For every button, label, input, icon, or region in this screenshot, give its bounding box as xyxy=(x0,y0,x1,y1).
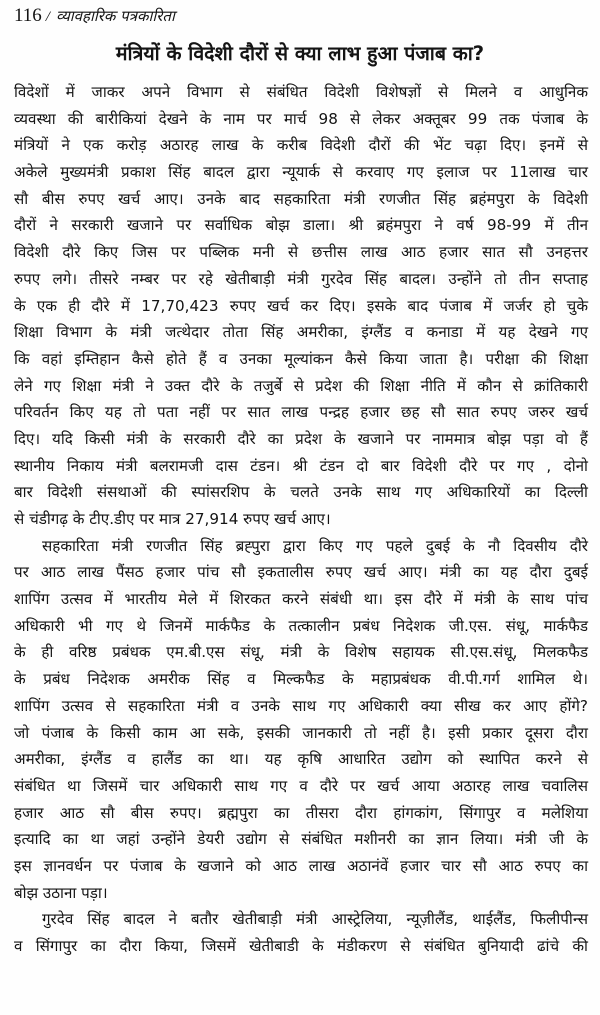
text-line: बार विदेशी संसथाओं की स्पांसरशिप के चलते उनके साथ गए अधिकारियों का दिल्ली xyxy=(14,483,588,502)
text-line: मंत्रियों ने एक करोड़ अठारह लाख के करीब विदेशी दौरों की भेंट चढ़ा दिए। इनमें से xyxy=(14,136,588,155)
text-line: रुपए लगे। तीसरे नम्बर पर रहे खेतीबाड़ी मंत्री गुरदेव सिंह बादल। उन्होंने तो तीन सप्ताह xyxy=(14,269,588,288)
text-line: विदेशों में जाकर अपने विभाग से संबंधित विदेशी विशेषज्ञों से मिलने व आधुनिक xyxy=(14,83,588,101)
text-line: व सिंगापुर का दौरा किया, जिसमें खेतीबाडी के मंडीकरण से संबंधित बुनियादी ढांचे की xyxy=(14,937,588,955)
text-line: शिक्षा विभाग के मंत्री जत्थेदार तोता सिंह अमरीका, इंग्लैंड व कनाडा में यह देखने गए xyxy=(14,323,588,342)
header-separator: / xyxy=(45,9,50,25)
text-line: सहकारिता मंत्री रणजीत सिंह ब्रह्पुरा द्वारा किए गए पहले दुबई के नौ दिवसीय दौरे xyxy=(42,536,588,555)
text-line: संबंधित था जिसमें चार अधिकारी साथ गए व दौरे पर खर्च आया अठारह लाख चवालिस xyxy=(14,776,588,795)
text-line: कि वहां इम्तिहान कैसे होते हैं व उनका मूल्यांकन कैसे किया जाता है। परीक्षा की शिक्षा xyxy=(14,349,588,368)
text-line: के ही वरिष्ठ प्रबंधक एम.बी.एस संधू, मंत्री के विशेष सहायक सी.एस.संधू, मिलकफैड xyxy=(14,643,588,662)
text-line: शापिंग उत्सव से सहकारिता मंत्री व उनके साथ गए अधिकारी क्या सीख कर आए होंगे? xyxy=(14,696,588,715)
book-title: व्यावहारिक पत्रकारिता xyxy=(55,7,175,25)
text-line: के एक ही दौरे में 17,70,423 रुपए खर्च कर दिए। इसके बाद पंजाब में जर्जर हो चुके xyxy=(14,296,588,315)
text-line: दौरों ने सरकारी खजाने पर सर्वाधिक बोझ डाला। श्री ब्रहंमपुरा ने वर्ष 98-99 में तीन xyxy=(14,216,588,235)
paragraph xyxy=(14,906,588,959)
text-line: से चंडीगढ़ के टीए.डीए पर मात्र 27,914 रुपए खर्च आए। xyxy=(14,510,331,528)
article-body xyxy=(14,79,588,960)
running-head xyxy=(14,4,175,28)
text-line: हजार आठ सौ बीस रुपए। ब्रह्मपुरा का तीसरा दौरा हांगकांग, सिंगापुर व मलेशिया xyxy=(14,803,588,822)
text-line: स्थानीय निकाय मंत्री बलरामजी दास टंडन। श्री टंडन दो बार विदेशी दौरे पर गए , दोनो xyxy=(14,456,588,475)
paragraph xyxy=(14,533,588,907)
text-line: अकेले मुख्यमंत्री प्रकाश सिंह बादल द्वारा न्यूयार्क से करवाए गए इलाज पर 11लाख चार xyxy=(14,163,588,182)
article-title: मंत्रियों के विदेशी दौरों से क्या लाभ हुआ पंजाब का? xyxy=(115,42,485,65)
text-line: सौ बीस रुपए खर्च आए। उनके बाद सहकारिता मंत्री रणजीत सिंह ब्रहंमपुरा के विदेशी xyxy=(14,189,588,208)
text-line: लेने गए शिक्षा मंत्री ने उक्त दौरे के तजुर्बे से प्रदेश की शिक्षा नीति में कौन से क्रांतिकारी xyxy=(14,376,588,395)
page-number: 116 xyxy=(14,5,42,26)
text-line: व्यवस्था की बारीकियां देखने के नाम पर मार्च 98 से लेकर अक्तूबर 99 तक पंजाब के xyxy=(14,109,588,128)
text-line: गुरदेव सिंह बादल ने बतौर खेतीबाड़ी मंत्री आस्ट्रेलिया, न्यूज़ीलैंड, थाईलैंड, फिलीपीन्स xyxy=(42,910,588,929)
text-line: जो पंजाब के किसी काम आ सके, इसकी जानकारी तो नहीं है। इसी प्रकार दूसरा दौरा xyxy=(14,723,588,742)
text-line: पर आठ लाख पैंसठ हजार पांच सौ इकतालीस रुपए खर्च आए। मंत्री का यह दौरा दुबई xyxy=(14,563,588,582)
text-line: अमरीका, इंग्लैंड व हालैंड का था। यह कृषि आधारित उद्योग को स्थापित करने से xyxy=(14,750,588,769)
text-line: इत्यादि का था जहां उन्होंने डेयरी उद्योग से संबंधित मशीनरी का ज्ञान लिया। मंत्री जी के xyxy=(14,830,588,849)
text-line: बोझ उठाना पड़ा। xyxy=(14,883,108,902)
paragraph xyxy=(14,79,588,533)
text-line: शापिंग उत्सव में भारतीय मेले में शिरकत करने संबंधी था। इस दौरे में मंत्री के साथ पांच xyxy=(14,590,588,609)
text-line: इस ज्ञानवर्धन पर पंजाब के खजाने को आठ लाख अठानंवें हजार चार सौ आठ रुपए का xyxy=(14,856,588,875)
text-line: के प्रबंध निदेशक अमरीक सिंह व मिल्कफैड के महाप्रबंधक वी.पी.गर्ग शामिल थे। xyxy=(14,670,588,689)
text-line: परिवर्तन किए यह तो पता नहीं पर सात लाख पन्द्रह हजार छह सौ सात रुपए जरुर खर्च xyxy=(14,403,588,422)
text-line: विदेशी दौरे किए जिस पर पब्लिक मनी से छत्तीस लाख आठ हजार सात सौ उनहत्तर xyxy=(14,243,588,262)
text-line: अधिकारी भी गए थे जिनमें मार्कफैड के तत्कालीन प्रबंध निदेशक जी.एस. संधू, मार्कफैड xyxy=(14,616,588,635)
text-line: दिए। यदि किसी मंत्री के सरकारी दौरे का प्रदेश के खजाने पर नाममात्र बोझ पड़ा वो हैं xyxy=(14,429,588,448)
